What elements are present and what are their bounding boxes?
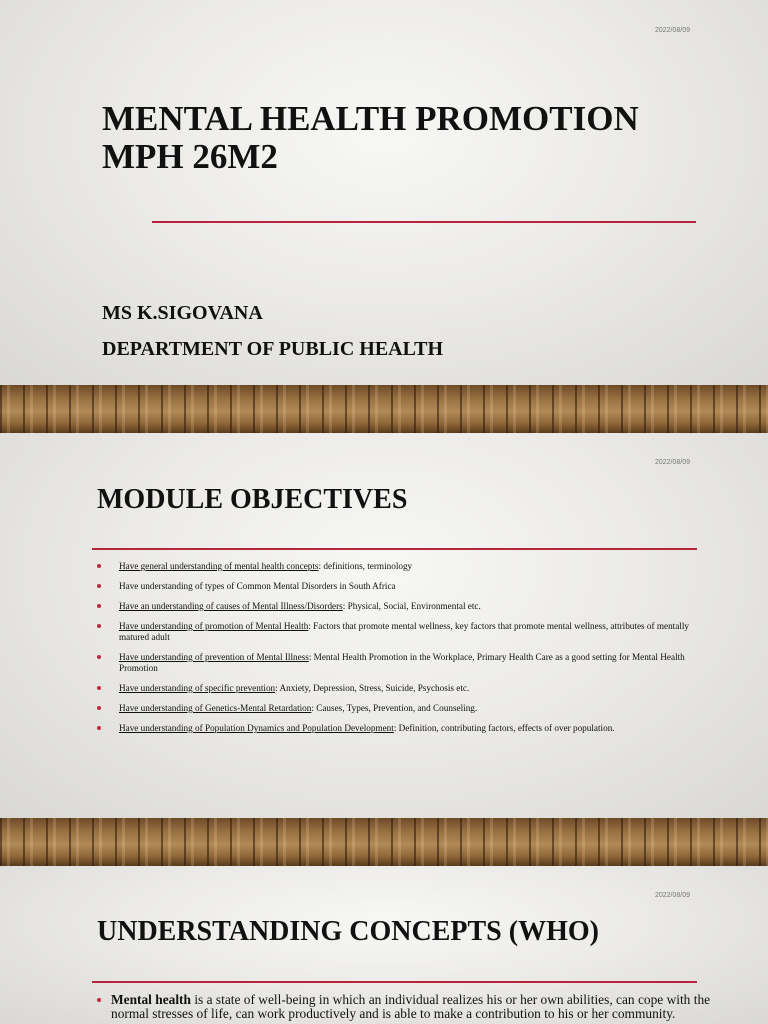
- definition-term: Mental health: [111, 992, 191, 1007]
- objective-link[interactable]: Have an understanding of causes of Mental Illness/Disorders: [119, 601, 343, 611]
- objectives-divider: [92, 548, 697, 550]
- bullet-icon: [97, 706, 101, 710]
- title-slide: [0, 0, 768, 385]
- list-item: [97, 703, 697, 714]
- title-line-2: MPH 26M2: [102, 136, 278, 176]
- bullet-icon: [97, 998, 101, 1002]
- wood-floor-divider: [0, 385, 768, 433]
- objective-link[interactable]: Have understanding of Genetics-Mental Retardation: [119, 703, 312, 713]
- objective-text: : Definition, contributing factors, effects of over population.: [393, 723, 615, 733]
- slide-date: 2022/08/09: [654, 27, 690, 34]
- list-item: [97, 683, 697, 694]
- bullet-icon: [97, 584, 101, 588]
- objectives-title: MODULE OBJECTIVES: [97, 484, 408, 515]
- slide-date: 2022/08/09: [654, 892, 690, 899]
- objective-text: : Factors that promote mental wellness, key factors that promote mental wellness, attributes of mentally matured adult: [119, 621, 689, 642]
- objective-link[interactable]: Have understanding of specific prevention: [119, 683, 276, 693]
- list-item: [97, 621, 697, 643]
- concepts-title: UNDERSTANDING CONCEPTS (WHO): [97, 916, 599, 947]
- concepts-divider: [92, 981, 697, 983]
- objective-link[interactable]: Have understanding of Population Dynamics and Population Development: [119, 723, 394, 733]
- objective-link[interactable]: Have general understanding of mental health concepts: [119, 561, 319, 571]
- bullet-icon: [97, 604, 101, 608]
- objective-text: : Anxiety, Depression, Stress, Suicide, Psychosis etc.: [275, 683, 470, 693]
- objective-text: : Mental Health Promotion in the Workplace, Primary Health Care as a good setting for Mental Health Promotion: [119, 652, 685, 673]
- department-name: DEPARTMENT OF PUBLIC HEALTH: [102, 338, 444, 360]
- bullet-icon: [97, 624, 101, 628]
- wood-floor-divider: [0, 818, 768, 866]
- objective-text: : definitions, terminology: [318, 561, 413, 571]
- list-item: [97, 723, 697, 734]
- objective-link[interactable]: Have understanding of promotion of Mental Health: [119, 621, 309, 631]
- list-item: [97, 652, 697, 674]
- objectives-list: [97, 561, 697, 743]
- list-item: [97, 561, 697, 572]
- list-item: [97, 601, 697, 612]
- objective-link[interactable]: Have understanding of prevention of Mental Illness: [119, 652, 309, 662]
- slide-date: 2022/08/09: [654, 459, 690, 466]
- list-item: [97, 581, 697, 592]
- mental-health-definition: [97, 993, 716, 1021]
- title-divider: [152, 221, 696, 223]
- objective-text: : Physical, Social, Environmental etc.: [342, 601, 481, 611]
- objective-text: : Causes, Types, Prevention, and Counseling.: [311, 703, 478, 713]
- definition-text: is a state of well-being in which an individual realizes his or her own abilities, can cope with the normal stresses of life, can work productively and is able to make a contribution to his or her community.: [111, 992, 711, 1021]
- presenter-name: MS K.SIGOVANA: [102, 302, 263, 324]
- title-line-1: MENTAL HEALTH PROMOTION: [102, 99, 639, 138]
- presentation-title: [102, 100, 702, 176]
- bullet-icon: [97, 726, 101, 730]
- bullet-icon: [97, 564, 101, 568]
- bullet-icon: [97, 686, 101, 690]
- objective-text: Have understanding of types of Common Mental Disorders in South Africa: [119, 581, 396, 591]
- bullet-icon: [97, 655, 101, 659]
